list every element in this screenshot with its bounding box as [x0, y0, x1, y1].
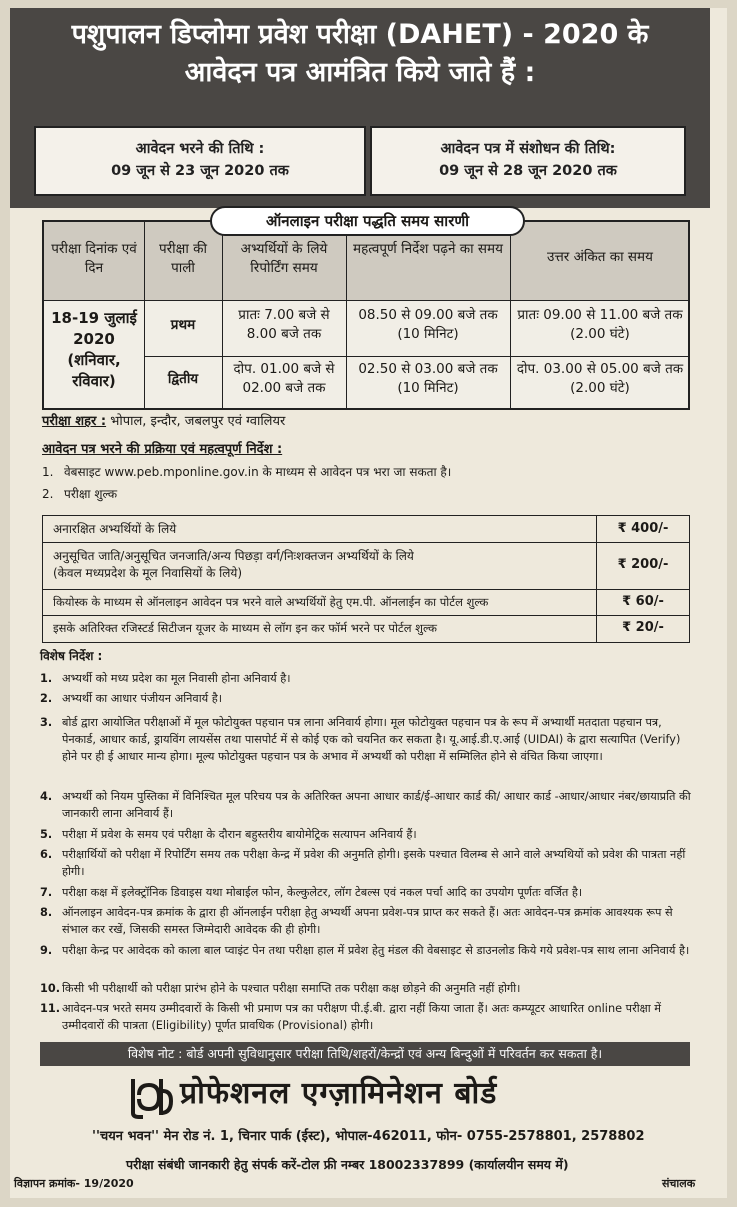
fee-amount-general: ₹ 400/-	[596, 516, 689, 542]
header-date-day: परीक्षा दिनांक एवं दिन	[51, 241, 137, 276]
instruction-time-1: 08.50 से 09.00 बजे तक (10 मिनिट)	[358, 307, 498, 342]
exam-cities	[42, 413, 285, 430]
shift-2: द्वितीय	[167, 371, 199, 387]
instruction-time-2: 02.50 से 03.00 बजे तक (10 मिनिट)	[358, 361, 498, 396]
answer-time-1: प्रातः 09.00 से 11.00 बजे तक (2.00 घंटे)	[517, 307, 683, 342]
reporting-time-1: प्रातः 7.00 बजे से 8.00 बजे तक	[238, 307, 330, 342]
header-reporting-time: अभ्यर्थियों के लिये रिपोर्टिंग समय	[240, 241, 328, 276]
organisation-name: प्रोफेशनल एग्ज़ामिनेशन बोर्ड	[180, 1076, 498, 1111]
fee-row	[43, 516, 689, 543]
exam-day: (शनिवार, रविवार)	[67, 351, 121, 390]
fee-row	[43, 542, 689, 590]
helpline-info: परीक्षा संबंधी जानकारी हेतु संपर्क करें-टोल फ्री नम्बर 18002337899 (कार्यालयीन समय में)	[126, 1157, 569, 1172]
title-line-1: पशुपालन डिप्लोमा प्रवेश परीक्षा (DAHET) - 2020 के	[71, 19, 649, 50]
correction-date-label: आवेदन पत्र में संशोधन की तिथि:	[440, 141, 616, 157]
fee-amount-citizen: ₹ 20/-	[596, 615, 689, 642]
organisation-address: ''चयन भवन'' मेन रोड नं. 1, चिनार पार्क (ईस्ट), भोपाल-462011, फोन- 0755-2578801, 2578802	[92, 1129, 645, 1144]
fee-table	[42, 515, 690, 643]
header-instruction-time: महत्वपूर्ण निर्देश पढ़ने का समय	[353, 241, 503, 257]
header-shift: परीक्षा की पाली	[158, 241, 208, 276]
exam-cities-label: परीक्षा शहर :	[42, 414, 107, 429]
schedule-title: ऑनलाइन परीक्षा पद्धति समय सारणी	[210, 206, 525, 236]
process-item-2-number: 2.	[42, 487, 54, 501]
exam-date: 18-19 जुलाई 2020	[51, 309, 137, 348]
title-line-2: आवेदन पत्र आमंत्रित किये जाते हैं :	[184, 57, 536, 88]
signatory: संचालक	[662, 1177, 696, 1190]
header-banner	[10, 8, 710, 208]
peb-logo-icon	[125, 1075, 175, 1119]
answer-time-2: दोप. 03.00 से 05.00 बजे तक (2.00 घंटे)	[516, 361, 684, 396]
process-item-1: वेबसाइट www.peb.mponline.gov.in के माध्यम से आवेदन पत्र भरा जा सकता है।	[64, 465, 452, 479]
special-note-banner: विशेष नोट : बोर्ड अपनी सुविधानुसार परीक्षा तिथि/शहरों/केन्द्रों एवं अन्य बिन्दुओं में परिवर्तन कर सकता है।	[40, 1042, 690, 1066]
process-heading: आवेदन पत्र भरने की प्रक्रिया एवं महत्वपूर्ण निर्देश :	[42, 442, 283, 457]
fee-row	[43, 589, 689, 616]
shift-1: प्रथम	[170, 317, 196, 333]
application-date-label: आवेदन भरने की तिथि :	[135, 141, 265, 157]
page-title	[10, 16, 710, 92]
fee-label-reserved: अनुसूचित जाति/अनुसूचित जनजाति/अन्य पिछड़ा वर्ग/निःशक्तजन अभ्यर्थियों के लिये	[53, 549, 414, 563]
advertisement-number: विज्ञापन क्रमांक- 19/2020	[14, 1177, 134, 1190]
correction-date-value: 09 जून से 28 जून 2020 तक	[439, 163, 617, 179]
fee-amount-reserved: ₹ 200/-	[596, 542, 689, 589]
process-item-1-number: 1.	[42, 465, 54, 479]
fee-label-general: अनारक्षित अभ्यर्थियों के लिये	[53, 522, 177, 536]
fee-label-reserved-note: (केवल मध्यप्रदेश के मूल निवासियों के लिये)	[53, 566, 243, 580]
schedule-table	[42, 220, 690, 410]
special-instructions-heading: विशेष निर्देश :	[40, 649, 103, 663]
fee-label-citizen: इसके अतिरिक्त रजिस्टर्ड सिटीजन यूजर के माध्यम से लॉग इन कर फॉर्म भरने पर पोर्टल शुल्क	[53, 621, 438, 635]
reporting-time-2: दोप. 01.00 बजे से 02.00 बजे तक	[233, 361, 335, 396]
fee-row	[43, 615, 689, 642]
fee-amount-kiosk: ₹ 60/-	[596, 589, 689, 615]
application-date-value: 09 जून से 23 जून 2020 तक	[111, 163, 289, 179]
fee-label-kiosk: कियोस्क के माध्यम से ऑनलाइन आवेदन पत्र भरने वाले अभ्यर्थियों हेतु एम.पी. ऑनलाईन का पोर्टल शुल्क	[53, 595, 489, 609]
process-item-2: परीक्षा शुल्क	[64, 487, 118, 501]
exam-cities-value: भोपाल, इन्दौर, जबलपुर एवं ग्वालियर	[110, 414, 286, 429]
application-date-box	[34, 126, 366, 196]
header-answer-time: उत्तर अंकित का समय	[547, 249, 653, 265]
correction-date-box	[370, 126, 686, 196]
